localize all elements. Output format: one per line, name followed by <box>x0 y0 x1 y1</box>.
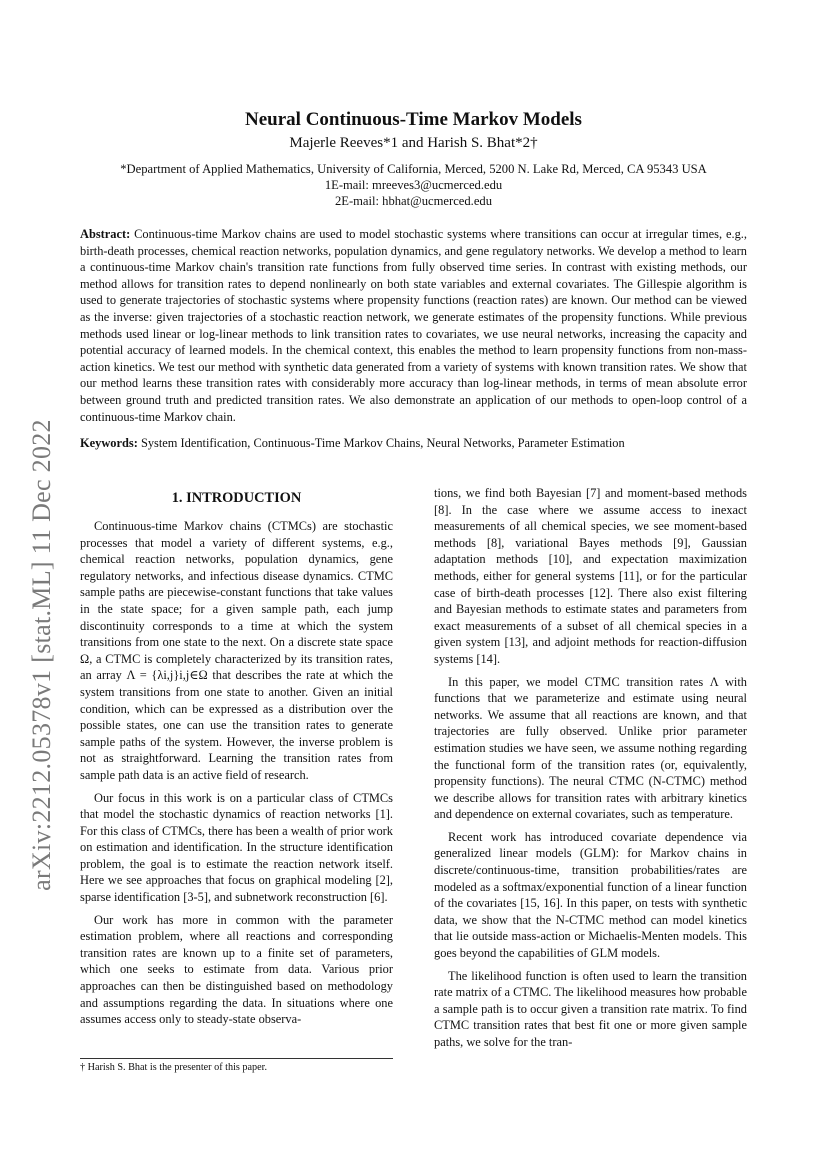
paragraph: The likelihood function is often used to learn the transition rate matrix of a CTMC. The likelihood measures how probable a sample path is to occur given a transition rate matrix. To find CTMC transition rates that best fit one or more given sample paths, we solve for the tran- <box>434 968 747 1049</box>
footnote-divider <box>80 1058 393 1059</box>
abstract-text: Continuous-time Markov chains are used to model stochastic systems where transitions can occur at irregular times, e.g., birth-death processes, chemical reaction networks, population dynamics, and gene regulatory networks. We develop a method to learn a continuous-time Markov chain's transition rate functions from fully observed time series. In contrast with existing methods, our method allows for transition rates to depend nonlinearly on both state variables and external covariates. The Gillespie algorithm is used to generate trajectories of stochastic systems where propensity functions (reaction rates) are known. Our method can be viewed as the inverse: given trajectories of a stochastic reaction network, we generate estimates of the propensity functions. While previous methods used linear or log-linear methods to link transition rates to covariates, we use neural networks, increasing the capacity and potential accuracy of learned models. In the chemical context, this enables the method to learn propensity functions from non-mass-action kinetics. We test our method with synthetic data generated from a variety of systems with known transition rates. We show that our method learns these transition rates with considerably more accuracy than log-linear methods, in terms of mean absolute error between ground truth and predicted transition rates. We also demonstrate an application of our methods to open-loop control of a continuous-time Markov chain. <box>80 227 747 424</box>
paragraph: In this paper, we model CTMC transition rates Λ with functions that we parameterize and estimate using neural networks. We assume that all reactions are known, and that trajectories are fully observed. Unlike prior parameter estimation studies we have seen, we assume nothing regarding the functional form of the transition rates (or, equivalently, propensity functions). The neural CTMC (N-CTMC) method we describe allows for transition rates with arbitrary kinetics and dependence on external covariates, such as temperature. <box>434 674 747 822</box>
paragraph: Continuous-time Markov chains (CTMCs) are stochastic processes that model a variety of different systems, e.g., chemical reaction networks, population dynamics, gene regulatory networks, and infectious disease dynamics. CTMC sample paths are piecewise-constant functions that take values in the state space; for a given sample path, each jump discontinuity corresponds to a time at which the system transitions from one state to the next. On a discrete state space Ω, a CTMC is completely characterized by its transition rates, an array Λ = {λi,j}i,j∈Ω that describes the rate at which the system transitions from one state to another. Given an initial condition, which can be expressed as a distribution over the possible states, one can use the transition rates to generate sample paths of the system. However, the inverse problem is not as straightforward. Learning the transition rates from sample path data is an active field of research. <box>80 519 393 782</box>
paragraph: Our work has more in common with the parameter estimation problem, where all reactions and corresponding transition rates are known up to a finite set of parameters, which one seeks to estimate from data. Various prior approaches can then be distinguished based on methodology and assumptions regarding the data. In situations where one assumes access only to steady-state observa- <box>80 912 393 1027</box>
author-list: Majerle Reeves*1 and Harish S. Bhat*2† <box>289 135 538 151</box>
email-1: 1E-mail: mreeves3@ucmerced.edu <box>324 178 503 192</box>
section-heading-introduction: 1. INTRODUCTION <box>171 490 302 506</box>
left-column <box>80 485 393 1057</box>
keywords-text: System Identification, Continuous-Time Markov Chains, Neural Networks, Parameter Estimation <box>140 436 625 451</box>
keywords-label: Keywords: <box>80 436 138 451</box>
affiliation: *Department of Applied Mathematics, University of California, Merced, 5200 N. Lake Rd, Merced, CA 95343 USA <box>120 162 707 176</box>
abstract <box>80 226 747 425</box>
footnote: † Harish S. Bhat is the presenter of this paper. <box>80 1062 268 1073</box>
affiliation-block <box>80 161 747 209</box>
abstract-label: Abstract: <box>80 227 131 241</box>
paragraph: Our focus in this work is on a particular class of CTMCs that model the stochastic dynamics of reaction networks [1]. For this class of CTMCs, there has been a wealth of prior work on estimation and identification. In the structure identification problem, the goal is to estimate the reaction network itself. Here we see approaches that focus on graphical modeling [2], sparse identification [3-5], and subnetwork reconstruction [6]. <box>80 790 393 905</box>
paper-title: Neural Continuous-Time Markov Models <box>245 109 582 130</box>
right-column <box>434 485 747 1057</box>
keywords <box>80 435 747 452</box>
body-columns <box>80 485 747 1057</box>
paragraph: tions, we find both Bayesian [7] and moment-based methods [8]. In the case where we assume access to inexact measurements of all chemical species, we see moment-based methods [8], variational Bayes methods [9], Gaussian adaptation methods [10], and expectation maximization methods, either for general systems [11], or for the particular case of birth-death processes [12]. There also exist filtering and Bayesian methods to estimate states and parameters from exact measurements of a subset of all chemical species in a given system [13], and adjoint methods for reaction-diffusion systems [14]. <box>434 486 747 666</box>
paper-header <box>80 108 747 452</box>
paragraph: Recent work has introduced covariate dependence via generalized linear models (GLM): for Markov chains in discrete/continuous-time, transition probabilities/rates are modeled as a softmax/exponential function of a linear function of the covariates [15, 16]. In this paper, on tests with synthetic data, we show that the N-CTMC method can model kinetics that lie outside mass-action or Michaelis-Menten models. This goes beyond the capabilities of GLM models. <box>434 829 747 961</box>
email-2: 2E-mail: hbhat@ucmerced.edu <box>334 194 493 208</box>
arxiv-stamp <box>22 355 62 955</box>
arxiv-stamp-text: arXiv:2212.05378v1 [stat.ML] 11 Dec 2022 <box>27 419 56 891</box>
